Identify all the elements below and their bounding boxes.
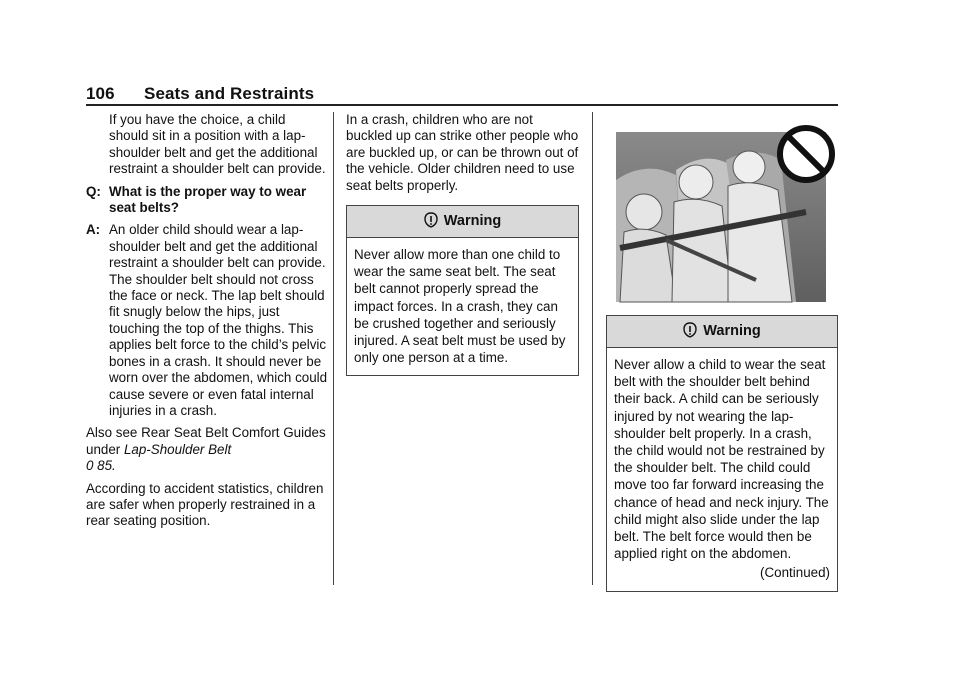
warning-text — [607, 348, 837, 591]
see-also-link[interactable]: Rear Seat Belt Comfort Guides — [141, 425, 326, 441]
statistics-paragraph: According to accident statistics, children are safer when properly restrained in a rear seating position. — [86, 480, 324, 529]
warning-text: Never allow more than one child to wear the same seat belt. The seat belt cannot properly spread the impact forces. In a crash, they can be crushed together and seriously injured. A seat belt must be used by only one person at a time. — [354, 247, 566, 366]
see-also-paragraph — [86, 425, 328, 474]
warning-box — [606, 315, 838, 592]
column-3 — [606, 112, 838, 592]
page-number: 106 — [86, 84, 115, 103]
see-also-ref[interactable]: Lap-Shoulder Belt — [123, 441, 232, 457]
prohibited-icon — [780, 128, 832, 180]
question-text: What is the proper way to wear seat belts? — [109, 183, 307, 216]
answer-block — [86, 222, 328, 419]
answer-text: An older child should wear a lap-shoulder belt and get the additional restraint a shoulder belt can provide. The shoulder belt should not cross the face or neck. The lap belt should fit snugly below the hips, just touching the top of the thighs. This applies belt force to the child’s pelvic bones in a crash. It should never be worn over the abdomen, which could cause severe or even fatal internal injuries in a crash. — [109, 222, 328, 418]
warning-title: Warning — [703, 323, 761, 340]
warning-body-text: Never allow a child to wear the seat belt with the shoulder belt behind their back. A child can be seriously injured by not wearing the lap-shoulder belt properly. In a crash, the child would not be restrained by the shoulder belt. The child could move too far forward increasing the chance of head and neck injury. The child might also slide under the lap belt. The belt force would then be applied right on the abdomen. — [614, 357, 829, 562]
column-1 — [86, 112, 328, 530]
warning-icon — [424, 212, 438, 232]
warning-header — [607, 316, 837, 348]
intro-paragraph: If you have the choice, a child should sit in a position with a lap-shoulder belt and get the additional restraint a shoulder belt can provide. — [109, 112, 326, 177]
crash-paragraph: In a crash, children who are not buckled up can strike other people who are buckled up, or can be thrown out of the vehicle. Older children need to use seat belts properly. — [346, 112, 579, 193]
warning-box — [346, 205, 579, 376]
see-also-prefix: Also see — [86, 425, 142, 441]
question-tag: Q: — [86, 183, 101, 199]
warning-header — [347, 206, 578, 238]
warning-icon — [683, 322, 697, 342]
warning-title: Warning — [443, 213, 502, 230]
page-header — [86, 84, 314, 104]
question-block — [86, 184, 328, 217]
seat-belt-illustration — [606, 120, 838, 304]
header-rule — [86, 104, 838, 106]
column-2 — [346, 112, 579, 376]
column-divider-2 — [592, 112, 593, 585]
see-also-page[interactable]: 0 85. — [86, 458, 116, 474]
section-title: Seats and Restraints — [144, 84, 315, 103]
see-also-mid: under — [86, 441, 124, 457]
answer-tag: A: — [86, 222, 101, 238]
column-divider-1 — [333, 112, 334, 585]
continued-label: (Continued) — [760, 565, 830, 581]
